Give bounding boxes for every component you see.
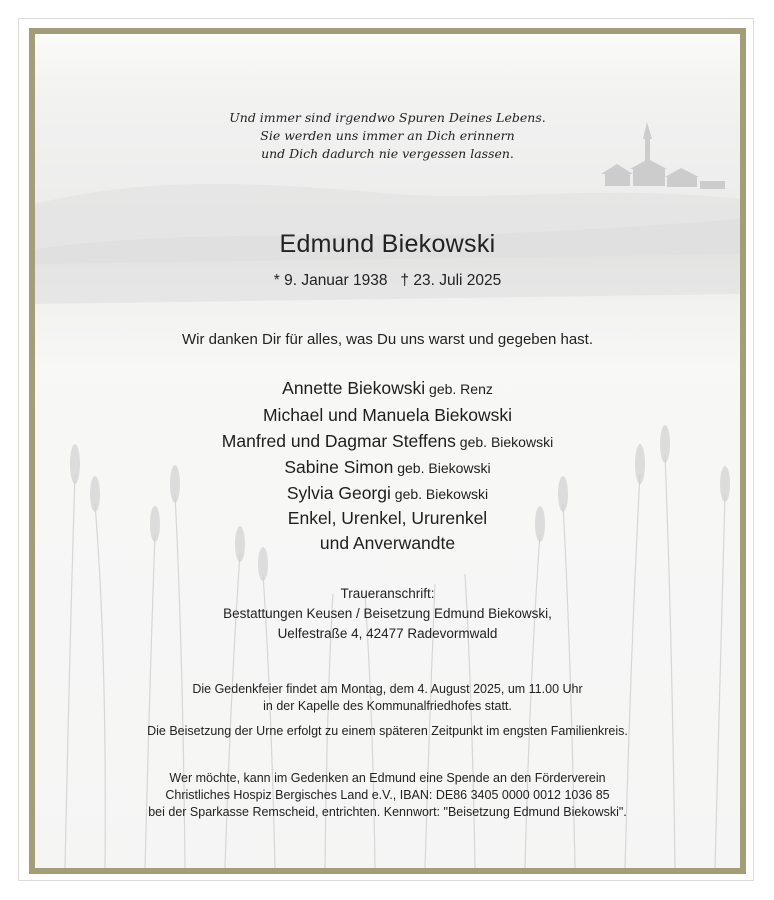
address-line-1: Bestattungen Keusen / Beisetzung Edmund Biekowski, [223, 606, 552, 621]
address-line-2: Uelfestraße 4, 42477 Radevormwald [277, 626, 498, 641]
donation-line-2: Christliches Hospiz Bergisches Land e.V., IBAN: DE86 3405 0000 0012 1036 85 [165, 788, 610, 802]
address-heading: Traueranschrift: [340, 586, 435, 601]
donation-line-1: Wer möchte, kann im Gedenken an Edmund eine Spende an den Förderverein [169, 771, 606, 785]
mourner-6: Enkel, Urenkel, Ururenkel [287, 508, 488, 528]
verse-line-1: Und immer sind irgendwo Spuren Deines Lebens. [229, 110, 546, 125]
burial-notice: Die Beisetzung der Urne erfolgt zu einem späteren Zeitpunkt im engsten Familienkreis. [147, 724, 628, 738]
obituary-content [35, 34, 740, 868]
mourner-3: Manfred und Dagmar Steffens geb. Biekowski [221, 431, 554, 451]
verse-line-3: und Dich dadurch nie vergessen lassen. [261, 146, 514, 161]
life-dates: * 9. Januar 1938 † 23. Juli 2025 [273, 272, 502, 289]
mourner-1: Annette Biekowski geb. Renz [282, 378, 493, 398]
verse-line-2: Sie werden uns immer an Dich erinnern [260, 128, 515, 143]
thanks-line: Wir danken Dir für alles, was Du uns warst und gegeben hast. [181, 331, 594, 348]
mourner-5: Sylvia Georgi geb. Biekowski [286, 483, 489, 503]
mourner-2: Michael und Manuela Biekowski [262, 405, 513, 425]
obituary-frame [29, 28, 746, 874]
ceremony-line-2: in der Kapelle des Kommunalfriedhofes statt. [263, 699, 512, 713]
mourner-4: Sabine Simon geb. Biekowski [284, 457, 491, 477]
deceased-name: Edmund Biekowski [279, 230, 496, 258]
mourner-7: und Anverwandte [319, 533, 456, 553]
donation-line-3: bei der Sparkasse Remscheid, entrichten. Kennwort: "Beisetzung Edmund Biekowski". [148, 805, 627, 819]
ceremony-line-1: Die Gedenkfeier findet am Montag, dem 4. August 2025, um 11.00 Uhr [192, 682, 583, 696]
